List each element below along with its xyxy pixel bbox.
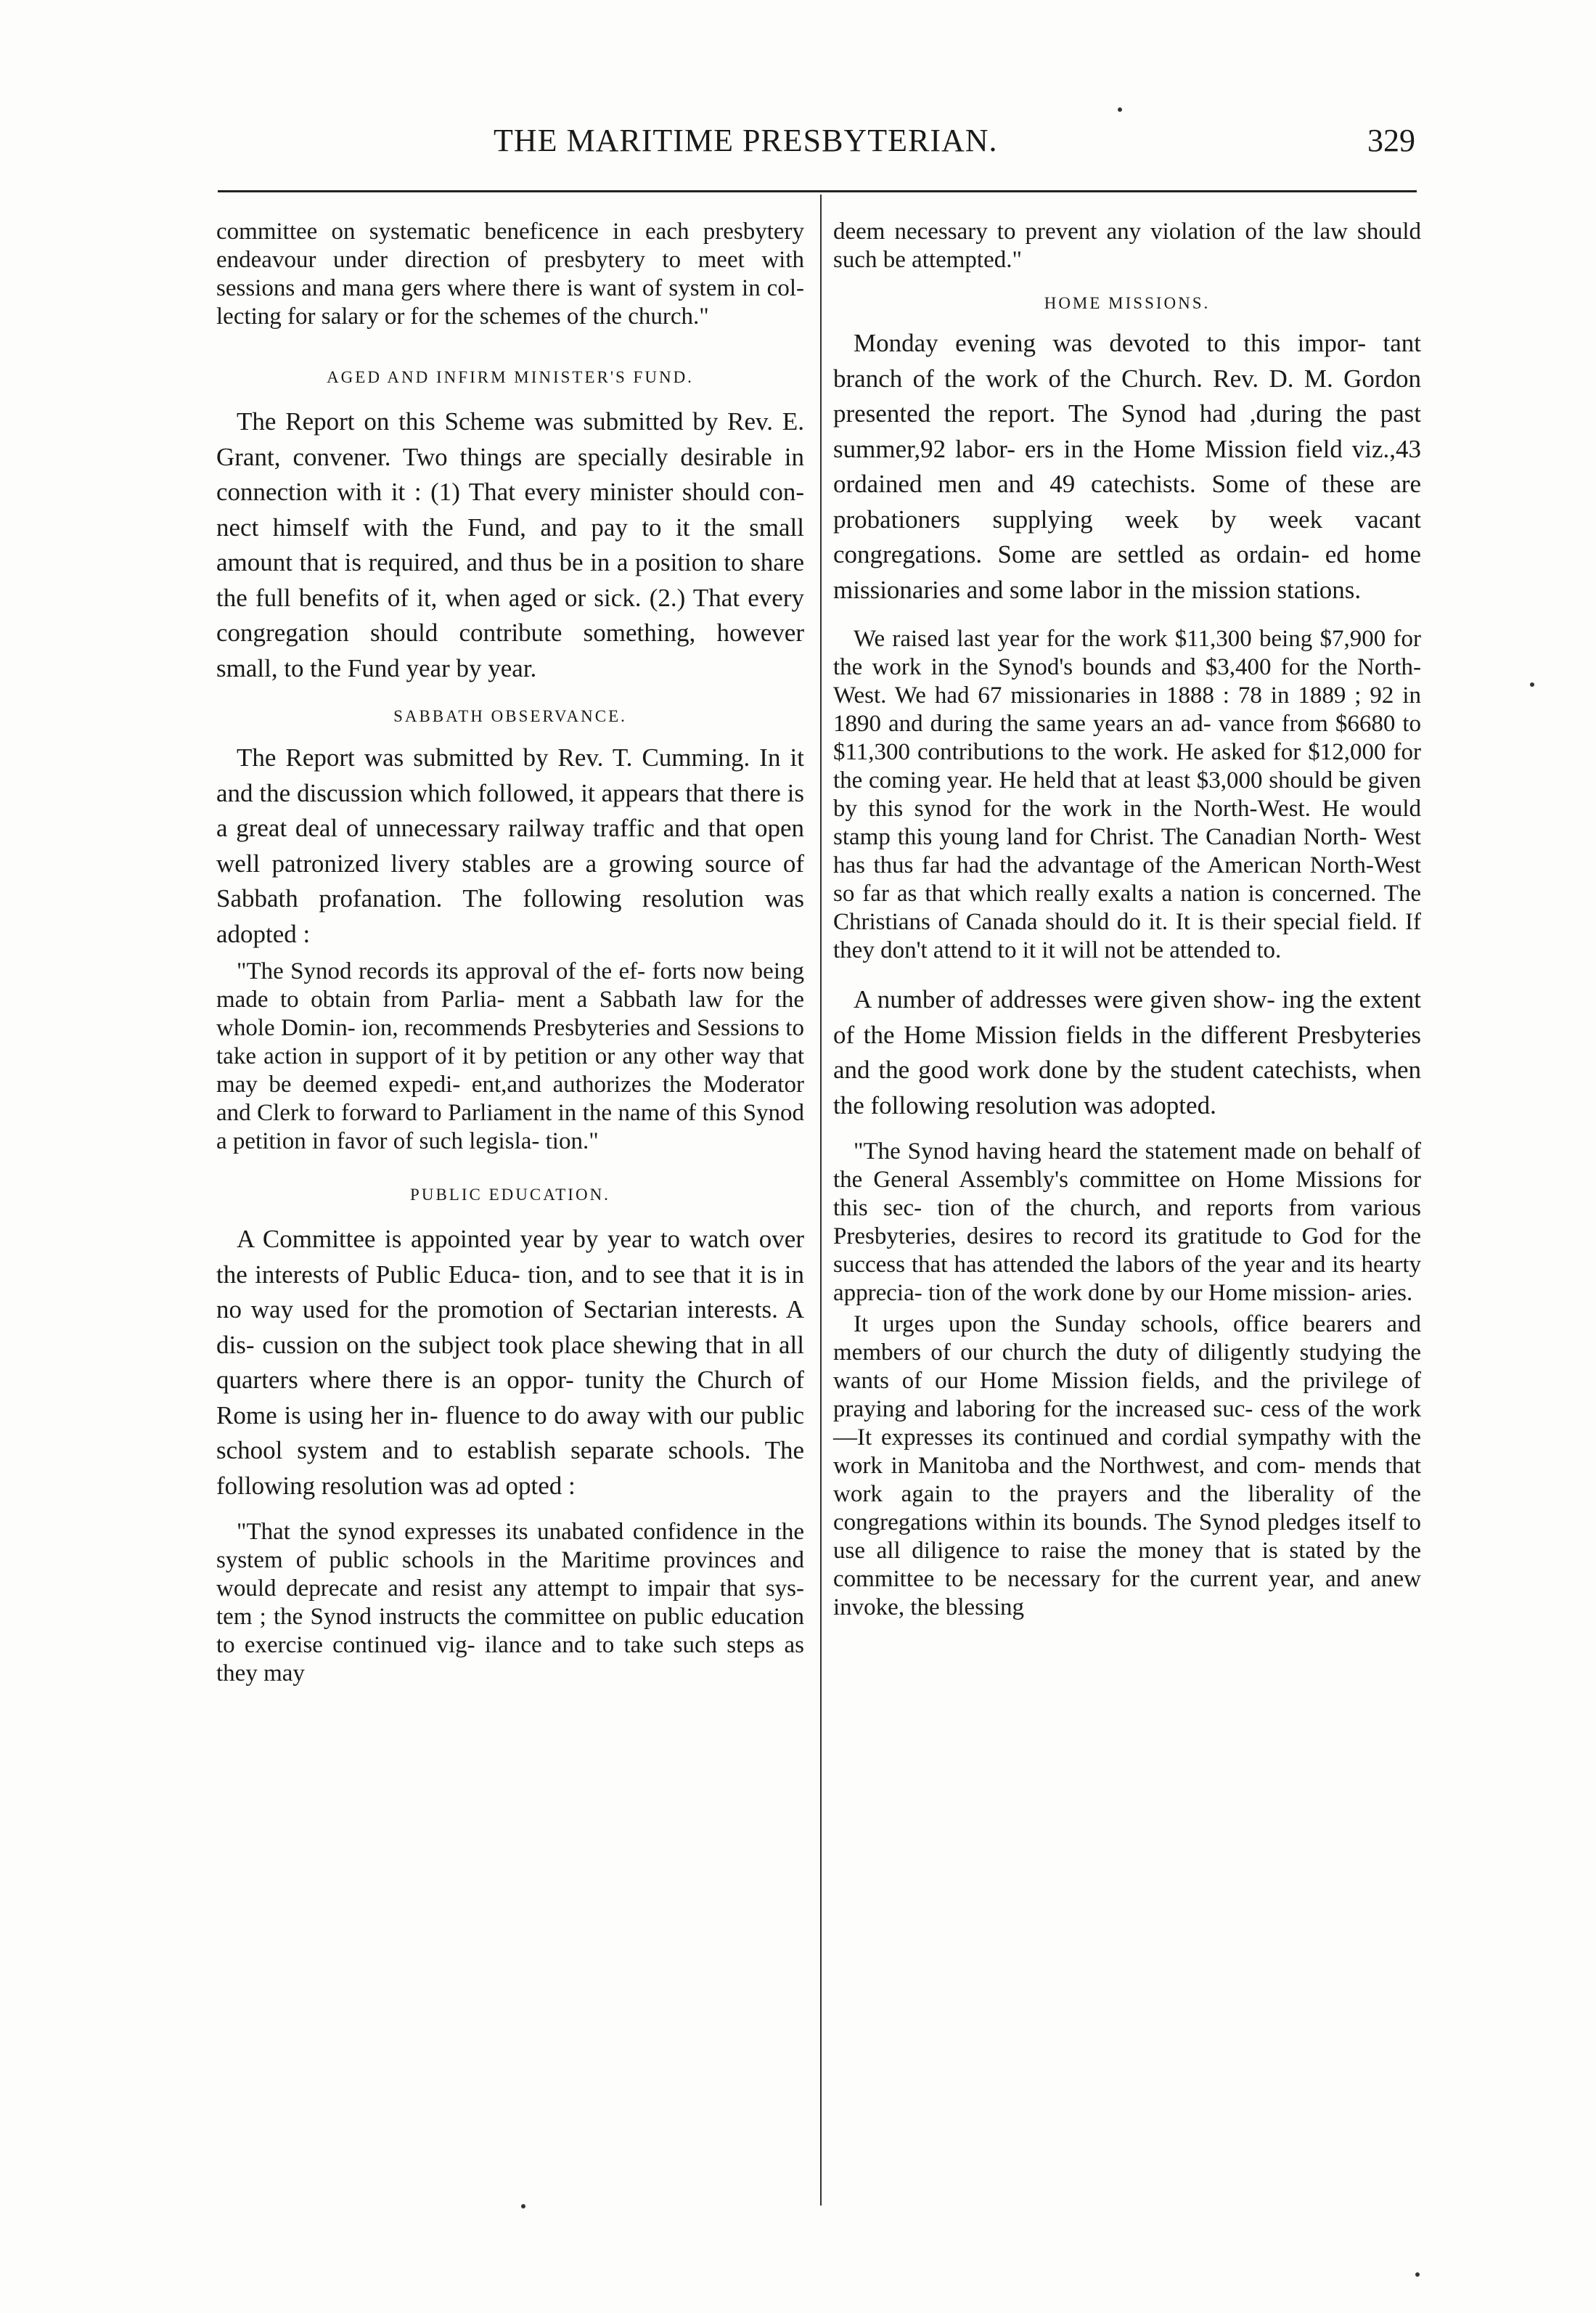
paragraph-resolution-continued: deem necessary to prevent any violation of the law should such be attempted."	[833, 219, 1421, 273]
running-head	[218, 122, 1415, 173]
print-speck	[1530, 682, 1534, 687]
print-speck	[1118, 107, 1122, 112]
paragraph-education-resolution: "That the synod expresses its unabated confidence in the system of public schools in the Maritime provinces and would deprecate and resist any attempt to impair that sys- tem ; the Synod instructs the committee on public education to exercise continued vig- ilance and to take such steps as they may	[216, 1519, 804, 1686]
paragraph-synod-resolution: "The Synod having heard the statement made on behalf of the General Assembly's committee on Home Missions for this sec- tion of the church, and reports from various Presbyteries, desires to record its gratitude to God for the success that has attended the labors of the year and its hearty apprecia- tion of the work done by our Home mission- aries.	[833, 1138, 1421, 1306]
column-rule	[820, 195, 822, 2206]
section-heading-home-missions: HOME MISSIONS.	[1044, 294, 1211, 312]
paragraph-public-education: A Committee is appointed year by year to watch over the interests of Public Educa- tion, and to see that it is in no way used for the promotion of Sectarian interests. A dis- cussion on the subject took place shewing that in all quarters where there is an oppor- tunity the Church of Rome is using her in- fluence to do away with our public school system and to establish separate schools. The following resolution was ad opted :	[216, 1225, 804, 1500]
paragraph-committee-continued: committee on systematic beneficence in each presbytery endeavour under direction of presbytery to meet with sessions and mana gers where there is want of system in col- lecting for salary or for the schemes of the church."	[216, 219, 804, 330]
print-speck	[521, 2204, 525, 2208]
left-column	[216, 218, 804, 1688]
right-column	[833, 218, 1421, 1622]
paragraph-addresses: A number of addresses were given show- ing the extent of the Home Mission fields in the different Presbyteries and the good work done by the student catechists, when the following resolution was adopted.	[833, 985, 1421, 1119]
paragraph-urges-sunday-schools: It urges upon the Sunday schools, office bearers and members of our church the duty of diligently studying the wants of our Home Mission fields, and the privilege of praying and laboring for the increased suc- cess of the work—It expresses its continued and cordial sympathy with the work in Manitoba and the Northwest, and com- mends that work again to the prayers and the liberality of the congregations within its bounds. The Synod pledges itself to use all diligence to raise the money that is stated by the committee to be necessary for the current year, and anew invoke, the blessing	[833, 1311, 1421, 1620]
section-heading-public-education: PUBLIC EDUCATION.	[410, 1186, 610, 1204]
header-rule	[218, 190, 1417, 192]
page-number: 329	[1367, 123, 1415, 158]
paragraph-sabbath-resolution: "The Synod records its approval of the ef- forts now being made to obtain from Parlia- ment a Sabbath law for the whole Domin- ion, recommends Presbyteries and Sessions to take action in support of it by petition or any other way that may be deemed expedi- ent,and authorizes the Moderator and Clerk to forward to Parliament in the name of this Synod a petition in favor of such legisla- tion."	[216, 958, 804, 1154]
print-speck	[1415, 2272, 1420, 2277]
paragraph-sabbath-observance: The Report was submitted by Rev. T. Cumming. In it and the discussion which followed, it appears that there is a great deal of unnecessary railway traffic and that open well patronized livery stables are a growing source of Sabbath profanation. The following resolution was adopted :	[216, 743, 804, 948]
section-heading-aged-infirm-fund: AGED AND INFIRM MINISTER'S FUND.	[327, 368, 694, 386]
paragraph-home-missions: Monday evening was devoted to this impor- tant branch of the work of the Church. Rev. D. M. Gordon presented the report. The Synod had ,during the past summer,92 labor- ers in the Home Mission field viz.,43 ordained men and 49 catechists. Some of these are probationers supplying week by week vacant congregations. Some are settled as ordain- ed home missionaries and some labor in the mission stations.	[833, 329, 1421, 604]
paragraph-aged-infirm-fund: The Report on this Scheme was submitted by Rev. E. Grant, convener. Two things are specially desirable in connection with it : (1) That every minister should con- nect himself with the Fund, and pay to it the small amount that is required, and thus be in a position to share the full benefits of it, when aged or sick. (2.) That every congregation should contribute something, however small, to the Fund year by year.	[216, 407, 804, 682]
publication-title: THE MARITIME PRESBYTERIAN.	[494, 123, 998, 158]
paragraph-funds-raised: We raised last year for the work $11,300 being $7,900 for the work in the Synod's bounds and $3,400 for the North-West. We had 67 missionaries in 1888 : 78 in 1889 ; 92 in 1890 and during the same years an ad- vance from $6680 to $11,300 contributions to the work. He asked for $12,000 for the coming year. He held that at least $3,000 should be given by this synod for the work in the North-West. He would stamp this young land for Christ. The Canadian North- West has thus far had the advantage of the American North-West so far as that which really exalts a nation is concerned. The Christians of Canada should do it. It is their special field. If they don't attend to it it will not be attended to.	[833, 626, 1421, 963]
section-heading-sabbath-observance: SABBATH OBSERVANCE.	[393, 707, 627, 725]
